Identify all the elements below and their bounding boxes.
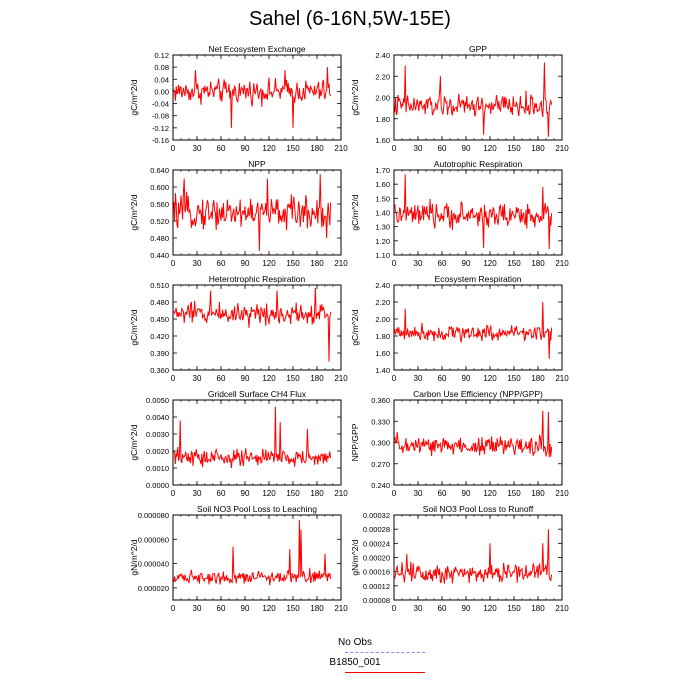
y-tick-label: 0.300 [371, 438, 390, 448]
y-axis-label-carbon-use-efficiency-npp-gpp: NPP/GPP [350, 423, 360, 462]
y-axis-label-npp: gC/m^2/d [129, 194, 139, 231]
x-tick-label: 180 [310, 374, 324, 383]
panel-title-npp: NPP [248, 159, 266, 169]
y-tick-label: 0.00 [154, 87, 169, 97]
plot-frame-soil-no3-pool-loss-to-runoff [394, 515, 562, 600]
y-tick-label: 0.420 [150, 332, 169, 341]
x-tick-label: 150 [507, 604, 521, 613]
x-tick-label: 60 [216, 604, 226, 613]
x-tick-label: 90 [461, 144, 471, 153]
y-tick-label: 0.000040 [137, 559, 169, 569]
y-tick-label: 0.000080 [137, 511, 169, 520]
x-tick-label: 120 [483, 374, 497, 383]
y-tick-label: -0.16 [151, 136, 169, 145]
x-tick-label: 60 [437, 374, 447, 383]
x-tick-label: 120 [262, 259, 276, 268]
x-tick-label: 180 [310, 604, 324, 613]
x-tick-label: 210 [334, 489, 348, 498]
y-tick-label: 0.600 [150, 183, 169, 192]
series-line-soil-no3-pool-loss-to-leaching [174, 520, 331, 585]
plot-frame-gridcell-surface-ch4-flux [173, 400, 341, 485]
y-tick-label: 0.360 [150, 366, 169, 375]
x-tick-label: 60 [437, 144, 447, 153]
x-tick-label: 120 [262, 374, 276, 383]
figure-title: Sahel (6-16N,5W-15E) [249, 8, 451, 30]
y-axis-label-soil-no3-pool-loss-to-runoff: gN/m^2/d [350, 539, 360, 576]
x-tick-label: 30 [192, 259, 202, 268]
x-tick-label: 180 [310, 259, 324, 268]
y-tick-label: 0.330 [371, 417, 390, 427]
y-tick-label: 0.0030 [146, 430, 169, 439]
series-line-gridcell-surface-ch4-flux [174, 407, 331, 468]
x-tick-label: 120 [483, 604, 497, 613]
x-tick-label: 30 [413, 489, 423, 498]
y-tick-label: 1.60 [375, 349, 390, 358]
series-line-carbon-use-efficiency-npp-gpp [395, 411, 552, 458]
y-tick-label: -0.04 [151, 99, 169, 109]
y-tick-label: 0.510 [150, 281, 169, 290]
panel-title-ecosystem-respiration: Ecosystem Respiration [434, 274, 522, 284]
x-tick-label: 120 [262, 489, 276, 498]
x-tick-label: 210 [334, 144, 348, 153]
x-tick-label: 90 [461, 374, 471, 383]
y-tick-label: 2.20 [375, 298, 390, 307]
x-tick-label: 60 [216, 489, 226, 498]
y-tick-label: 0.270 [371, 459, 390, 469]
x-tick-label: 90 [461, 489, 471, 498]
x-tick-label: 90 [461, 604, 471, 613]
legend-label-obs: No Obs [338, 637, 372, 648]
y-tick-label: 1.60 [375, 136, 390, 145]
series-line-soil-no3-pool-loss-to-runoff [395, 529, 552, 584]
x-tick-label: 150 [286, 144, 300, 153]
y-tick-label: 0.00024 [362, 539, 390, 549]
y-tick-label: 2.40 [375, 281, 390, 290]
x-tick-label: 30 [192, 374, 202, 383]
y-tick-label: 0.000060 [137, 535, 169, 545]
y-tick-label: 1.50 [375, 194, 390, 204]
x-tick-label: 150 [286, 604, 300, 613]
y-tick-label: 0.0050 [146, 396, 169, 405]
legend-line-model [345, 672, 425, 673]
x-tick-label: 150 [507, 144, 521, 153]
x-tick-label: 180 [531, 144, 545, 153]
x-tick-label: 0 [391, 374, 397, 383]
x-tick-label: 90 [240, 144, 250, 153]
y-tick-label: 1.30 [375, 222, 390, 232]
y-tick-label: -0.12 [151, 123, 169, 133]
x-tick-label: 210 [334, 259, 348, 268]
x-tick-label: 60 [216, 144, 226, 153]
x-tick-label: 30 [192, 489, 202, 498]
y-tick-label: 0.520 [150, 217, 169, 226]
x-tick-label: 150 [286, 489, 300, 498]
series-line-heterotrophic-respiration [174, 288, 331, 362]
y-axis-label-net-ecosystem-exchange: gC/m^2/d [129, 79, 139, 116]
x-tick-label: 30 [192, 604, 202, 613]
y-tick-label: 0.480 [150, 234, 169, 243]
x-tick-label: 60 [437, 489, 447, 498]
y-tick-label: 1.40 [375, 366, 390, 375]
series-line-gpp [395, 62, 552, 136]
x-tick-label: 0 [391, 259, 397, 268]
x-tick-label: 60 [216, 259, 226, 268]
x-tick-label: 180 [531, 604, 545, 613]
x-tick-label: 90 [240, 604, 250, 613]
y-tick-label: 0.0020 [146, 447, 169, 456]
legend-label-model: B1850_001 [329, 657, 381, 668]
x-tick-label: 180 [310, 489, 324, 498]
y-tick-label: 1.40 [375, 208, 390, 218]
y-tick-label: 0.12 [154, 51, 169, 60]
x-tick-label: 60 [216, 374, 226, 383]
y-tick-label: 0.0010 [146, 464, 169, 473]
x-tick-label: 210 [555, 259, 569, 268]
x-tick-label: 90 [240, 259, 250, 268]
y-tick-label: 0.640 [150, 166, 169, 175]
y-axis-label-autotrophic-respiration: gC/m^2/d [350, 194, 360, 231]
x-tick-label: 90 [461, 259, 471, 268]
y-tick-label: 0.00008 [362, 596, 390, 605]
panel-title-gridcell-surface-ch4-flux: Gridcell Surface CH4 Flux [207, 389, 307, 399]
y-axis-label-soil-no3-pool-loss-to-leaching: gN/m^2/d [129, 539, 139, 576]
plot-frame-ecosystem-respiration [394, 285, 562, 370]
legend-line-obs [345, 652, 425, 653]
panel-title-soil-no3-pool-loss-to-leaching: Soil NO3 Pool Loss to Leaching [196, 504, 318, 514]
y-tick-label: 0.04 [154, 75, 169, 85]
plot-frame-soil-no3-pool-loss-to-leaching [173, 515, 341, 600]
x-tick-label: 30 [413, 144, 423, 153]
y-tick-label: 0.240 [371, 481, 390, 490]
y-tick-label: 1.70 [375, 166, 390, 175]
y-tick-label: 2.40 [375, 51, 390, 60]
panel-title-heterotrophic-respiration: Heterotrophic Respiration [208, 274, 306, 284]
y-tick-label: 0.450 [150, 315, 169, 324]
x-tick-label: 60 [437, 259, 447, 268]
series-line-ecosystem-respiration [395, 302, 552, 359]
x-tick-label: 210 [555, 374, 569, 383]
x-tick-label: 150 [286, 259, 300, 268]
x-tick-label: 120 [483, 144, 497, 153]
y-tick-label: 0.00028 [362, 525, 390, 535]
y-axis-label-gridcell-surface-ch4-flux: gC/m^2/d [129, 424, 139, 461]
y-tick-label: 0.000020 [137, 583, 169, 593]
x-tick-label: 180 [531, 259, 545, 268]
series-line-autotrophic-respiration [395, 174, 552, 249]
x-tick-label: 210 [555, 144, 569, 153]
plot-frame-npp [173, 170, 341, 255]
x-tick-label: 30 [413, 259, 423, 268]
x-tick-label: 90 [240, 374, 250, 383]
panel-title-soil-no3-pool-loss-to-runoff: Soil NO3 Pool Loss to Runoff [422, 504, 534, 514]
y-tick-label: 1.80 [375, 332, 390, 341]
y-tick-label: 0.480 [150, 298, 169, 307]
y-tick-label: 0.390 [150, 349, 169, 358]
x-tick-label: 180 [310, 144, 324, 153]
y-tick-label: 1.60 [375, 180, 390, 190]
x-tick-label: 0 [170, 259, 176, 268]
x-tick-label: 0 [391, 489, 397, 498]
y-tick-label: 1.10 [375, 251, 390, 260]
x-tick-label: 120 [262, 604, 276, 613]
x-tick-label: 150 [507, 374, 521, 383]
x-tick-label: 150 [286, 374, 300, 383]
y-tick-label: 0.00032 [362, 511, 390, 520]
x-tick-label: 0 [391, 144, 397, 153]
x-tick-label: 0 [170, 374, 176, 383]
y-tick-label: 0.560 [150, 200, 169, 209]
series-line-net-ecosystem-exchange [174, 67, 331, 128]
x-tick-label: 30 [413, 374, 423, 383]
y-tick-label: 2.00 [375, 315, 390, 324]
x-tick-label: 30 [413, 604, 423, 613]
y-tick-label: 0.00020 [362, 553, 390, 563]
x-tick-label: 0 [170, 604, 176, 613]
y-tick-label: 0.08 [154, 63, 169, 73]
x-tick-label: 210 [334, 604, 348, 613]
y-tick-label: 2.00 [375, 93, 390, 103]
y-tick-label: 1.20 [375, 236, 390, 246]
x-tick-label: 0 [391, 604, 397, 613]
y-axis-label-ecosystem-respiration: gC/m^2/d [350, 309, 360, 346]
x-tick-label: 120 [483, 259, 497, 268]
y-axis-label-gpp: gC/m^2/d [350, 79, 360, 116]
y-tick-label: 2.20 [375, 72, 390, 82]
x-tick-label: 30 [192, 144, 202, 153]
panel-title-net-ecosystem-exchange: Net Ecosystem Exchange [208, 44, 306, 54]
x-tick-label: 210 [555, 489, 569, 498]
y-tick-label: 0.00012 [362, 581, 390, 591]
x-tick-label: 210 [334, 374, 348, 383]
y-tick-label: 0.360 [371, 396, 390, 405]
x-tick-label: 120 [262, 144, 276, 153]
x-tick-label: 150 [507, 489, 521, 498]
y-tick-label: 0.0000 [146, 481, 169, 490]
y-tick-label: 1.80 [375, 114, 390, 124]
x-tick-label: 60 [437, 604, 447, 613]
x-tick-label: 120 [483, 489, 497, 498]
x-tick-label: 0 [170, 144, 176, 153]
y-axis-label-heterotrophic-respiration: gC/m^2/d [129, 309, 139, 346]
series-line-npp [174, 174, 331, 251]
x-tick-label: 180 [531, 489, 545, 498]
x-tick-label: 180 [531, 374, 545, 383]
y-tick-label: 0.440 [150, 251, 169, 260]
x-tick-label: 0 [170, 489, 176, 498]
x-tick-label: 90 [240, 489, 250, 498]
panel-title-gpp: GPP [469, 44, 487, 54]
y-tick-label: 0.00016 [362, 567, 390, 577]
panel-title-autotrophic-respiration: Autotrophic Respiration [433, 159, 523, 169]
x-tick-label: 150 [507, 259, 521, 268]
y-tick-label: -0.08 [151, 111, 169, 121]
y-tick-label: 0.0040 [146, 413, 169, 422]
panel-title-carbon-use-efficiency-npp-gpp: Carbon Use Efficiency (NPP/GPP) [413, 389, 543, 399]
x-tick-label: 210 [555, 604, 569, 613]
